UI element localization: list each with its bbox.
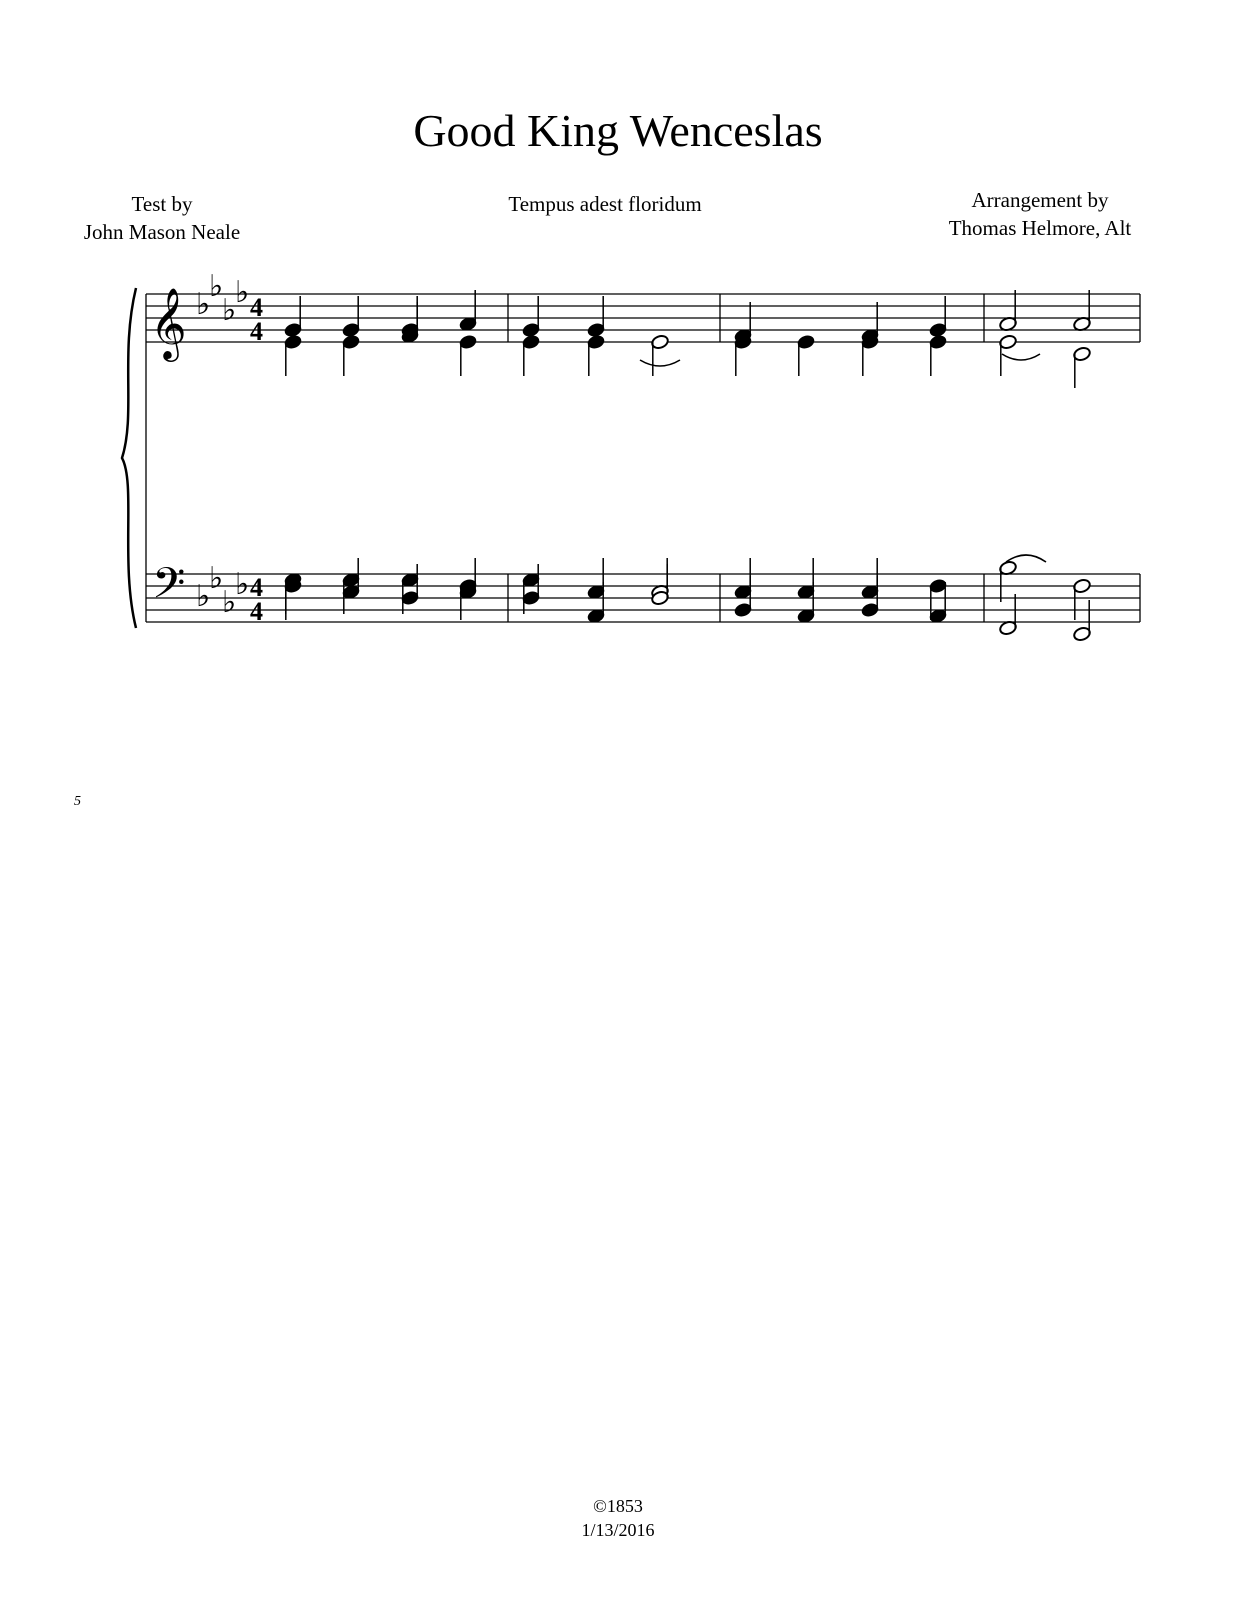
tune-name: Tempus adest floridum	[508, 192, 702, 216]
measure-number: 5	[74, 794, 81, 809]
slur	[1002, 354, 1040, 360]
bass-clef-icon: 𝄢	[152, 559, 186, 619]
time-signature-denominator: 4	[250, 317, 263, 346]
time-signature-numerator: 4	[250, 573, 263, 602]
flat-sign: ♭	[222, 585, 237, 620]
flat-sign: ♭	[209, 561, 224, 596]
bass-staff	[146, 555, 1140, 642]
system-brace	[122, 288, 136, 628]
flat-sign: ♭	[235, 567, 250, 602]
text-credit	[62, 190, 262, 246]
flat-sign: ♭	[235, 275, 250, 310]
music-system-2	[0, 780, 1236, 1180]
arrangement-credit-arranger: Thomas Helmore, Alt	[948, 216, 1132, 240]
music-system-1	[0, 269, 1236, 700]
song-title: Good King Wenceslas	[413, 105, 823, 156]
footer	[0, 1494, 1236, 1542]
time-signature-numerator: 4	[250, 293, 263, 322]
slur	[640, 360, 680, 366]
arrangement-credit	[900, 186, 1180, 242]
flat-sign: ♭	[209, 269, 224, 304]
copyright-year: ©1853	[593, 1496, 643, 1516]
print-date: 1/13/2016	[581, 1520, 655, 1540]
text-credit-author: John Mason Neale	[83, 220, 241, 244]
time-signature-denominator: 4	[250, 597, 263, 626]
treble-clef-icon: 𝄞	[150, 286, 187, 359]
flat-sign: ♭	[222, 293, 237, 328]
slur	[1006, 555, 1046, 562]
text-credit-label: Test by	[131, 192, 193, 216]
arrangement-credit-label: Arrangement by	[971, 188, 1109, 212]
flat-sign: ♭	[196, 579, 211, 614]
flat-sign: ♭	[196, 287, 211, 322]
